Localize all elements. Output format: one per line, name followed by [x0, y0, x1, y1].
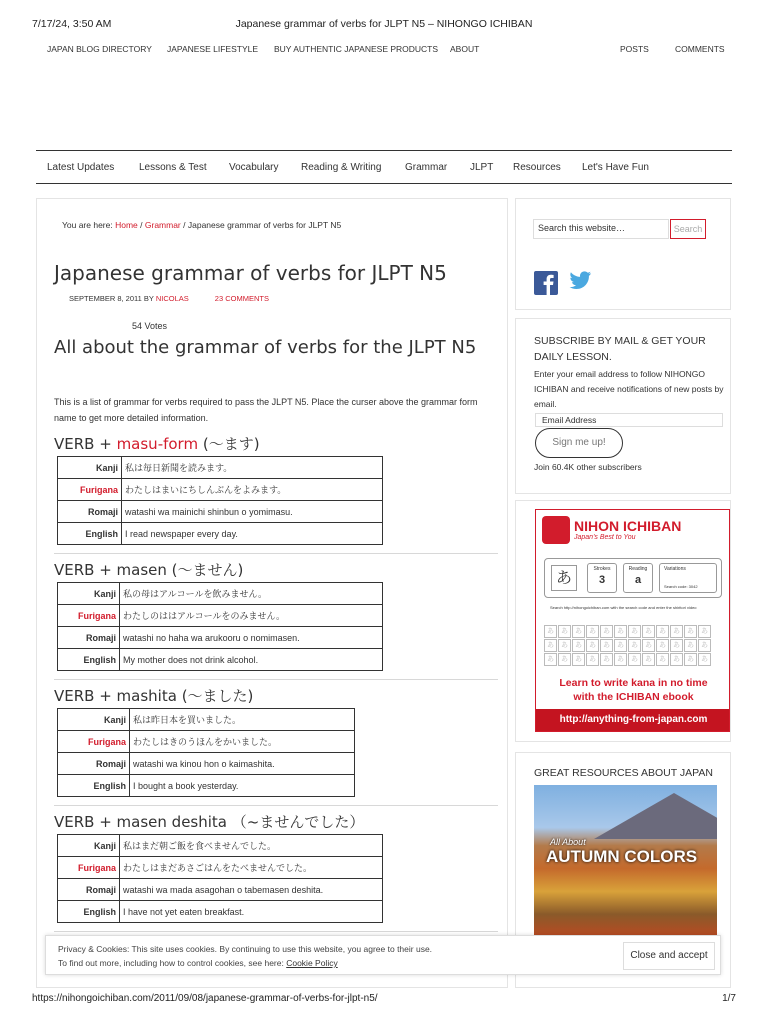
section-heading-text: VERB + — [54, 435, 117, 453]
cookie-line2: To find out more, including how to control cookies, see here: — [58, 958, 287, 968]
grid-kana: あ — [614, 625, 627, 638]
row-value: watashi wa mada asagohan o tabemasen deshita. — [120, 879, 383, 901]
row-label: Kanji — [58, 835, 120, 857]
row-value: watashi wa mainichi shinbun o yomimasu. — [122, 501, 383, 523]
breadcrumb — [62, 220, 341, 230]
autumn-banner-subtitle: All About — [550, 837, 586, 847]
row-value: 私の母はアルコールを飲みません。 — [120, 583, 383, 605]
kana-practice-grid — [544, 625, 722, 665]
breadcrumb-separator: / — [180, 220, 188, 230]
grammar-table-mashita — [57, 708, 355, 797]
ad-headline-line1: Learn to write kana in no time — [559, 677, 708, 689]
strokes-label: Strokes — [593, 566, 611, 572]
main-nav-grammar[interactable]: Grammar — [405, 162, 448, 173]
row-label: Kanji — [58, 457, 122, 479]
cookie-text — [58, 942, 432, 970]
grid-kana: あ — [684, 639, 697, 652]
grid-kana: あ — [698, 653, 711, 666]
search-button[interactable]: Search — [670, 219, 706, 239]
grid-kana: あ — [600, 639, 613, 652]
table-row — [58, 501, 383, 523]
main-nav-jlpt[interactable]: JLPT — [470, 162, 494, 173]
grammar-table-masen — [57, 582, 383, 671]
variations-label: Variations — [664, 566, 686, 572]
row-label: Furigana — [58, 731, 130, 753]
grammar-table-masu — [57, 456, 383, 545]
grid-kana: あ — [558, 639, 571, 652]
post-title: Japanese grammar of verbs for JLPT N5 — [54, 261, 447, 285]
nihon-ichiban-logo-icon — [542, 516, 570, 544]
row-value: I bought a book yesterday. — [130, 775, 355, 797]
row-label: English — [58, 901, 120, 923]
post-date: SEPTEMBER 8, 2011 — [69, 294, 142, 303]
cookie-policy-link[interactable]: Cookie Policy — [286, 958, 338, 968]
top-nav-japanese-lifestyle[interactable]: JAPANESE LIFESTYLE — [167, 44, 259, 54]
section-divider — [54, 805, 498, 806]
ad-fine-print: Search http://nihongoichiban.com with the search code and enter the shiritori video — [550, 605, 697, 610]
section-heading-masen: VERB + masen (～ません) — [54, 561, 244, 579]
breadcrumb-separator: / — [137, 220, 145, 230]
grid-kana: あ — [544, 653, 557, 666]
main-nav-latest-updates[interactable]: Latest Updates — [47, 162, 115, 173]
section-divider — [54, 679, 498, 680]
main-nav-reading-writing[interactable]: Reading & Writing — [301, 162, 382, 173]
grid-kana: あ — [586, 625, 599, 638]
grid-kana: あ — [642, 653, 655, 666]
post-meta — [69, 294, 269, 303]
grid-kana: あ — [600, 625, 613, 638]
top-nav-about[interactable]: ABOUT — [450, 44, 480, 54]
table-row — [58, 479, 383, 501]
row-value: 私はまだ朝ご飯を食べませんでした。 — [120, 835, 383, 857]
row-value: わたしはまだあさごはんをたべませんでした。 — [120, 857, 383, 879]
autumn-banner-title: AUTUMN COLORS — [546, 847, 698, 866]
mountain-shape — [594, 793, 717, 839]
table-row — [58, 627, 383, 649]
grid-kana: あ — [558, 625, 571, 638]
grid-kana: あ — [572, 653, 585, 666]
post-by: BY — [141, 294, 156, 303]
row-value: わたしはまいにちしんぶんをよみます。 — [122, 479, 383, 501]
row-value: I read newspaper every day. — [122, 523, 383, 545]
row-value: わたしのははアルコールをのみません。 — [120, 605, 383, 627]
table-row — [58, 753, 355, 775]
reading-cell — [623, 563, 653, 593]
main-nav-lets-have-fun[interactable]: Let's Have Fun — [582, 162, 649, 173]
section-heading-masen-deshita: VERB + masen deshita （~ませんでした） — [54, 813, 365, 831]
breadcrumb-home-link[interactable]: Home — [115, 220, 138, 230]
table-row — [58, 709, 355, 731]
row-value: I have not yet eaten breakfast. — [120, 901, 383, 923]
print-url: https://nihongoichiban.com/2011/09/08/japanese-grammar-of-verbs-for-jlpt-n5/ — [32, 993, 378, 1004]
votes-count: 54 Votes — [132, 321, 168, 331]
subscriber-count: Join 60.4K other subscribers — [534, 462, 642, 472]
breadcrumb-current: Japanese grammar of verbs for JLPT N5 — [187, 220, 342, 230]
grid-kana: あ — [656, 653, 669, 666]
variations-cell — [659, 563, 717, 593]
grid-kana: あ — [684, 625, 697, 638]
row-value: わたしはきのうほんをかいました。 — [130, 731, 355, 753]
table-row — [58, 775, 355, 797]
main-content — [36, 198, 508, 988]
grid-kana: あ — [642, 625, 655, 638]
section-heading-text: (～ます) — [198, 435, 260, 453]
top-nav-buy-products[interactable]: BUY AUTHENTIC JAPANESE PRODUCTS — [274, 44, 439, 54]
grid-kana: あ — [684, 653, 697, 666]
table-row — [58, 523, 383, 545]
row-label: Romaji — [58, 501, 122, 523]
search-code: Search code: 3042 — [664, 584, 698, 589]
row-value: 私は毎日新聞を読みます。 — [122, 457, 383, 479]
print-datetime: 7/17/24, 3:50 AM — [32, 18, 112, 30]
grid-kana: あ — [670, 653, 683, 666]
ad-brand-ichiban: ICHIBAN — [623, 518, 682, 534]
ad-url-link[interactable]: http://anything-from-japan.com — [536, 709, 730, 731]
subscribe-text: Enter your email address to follow NIHONGO ICHIBAN and receive notifications of new posts by email. — [534, 369, 724, 409]
section-divider — [54, 931, 498, 932]
row-label: Furigana — [58, 857, 120, 879]
table-row — [58, 605, 383, 627]
post-intro: This is a list of grammar for verbs required to pass the JLPT N5. Place the curser above the grammar form name to get more detailed information. — [54, 397, 478, 423]
table-row — [58, 901, 383, 923]
sidebar-search-widget — [515, 198, 731, 310]
print-footer — [32, 993, 736, 1007]
autumn-colors-banner[interactable] — [534, 785, 717, 937]
top-nav-comments[interactable]: COMMENTS — [675, 44, 725, 54]
post-comments-link[interactable]: 23 COMMENTS — [214, 294, 269, 303]
main-nav-lessons-test[interactable]: Lessons & Test — [139, 162, 207, 173]
table-row — [58, 583, 383, 605]
grid-kana: あ — [670, 625, 683, 638]
grid-kana: あ — [586, 653, 599, 666]
table-row — [58, 879, 383, 901]
row-value: watashi wa kinou hon o kaimashita. — [130, 753, 355, 775]
grid-kana: あ — [670, 639, 683, 652]
grid-kana: あ — [614, 653, 627, 666]
email-field[interactable]: Email Address — [535, 413, 723, 427]
row-label: English — [58, 649, 120, 671]
breadcrumb-grammar-link[interactable]: Grammar — [144, 220, 181, 230]
table-row — [58, 835, 383, 857]
cookie-line1: Privacy & Cookies: This site uses cookies. By continuing to use this website, you agree to their use. — [58, 944, 433, 954]
main-nav — [36, 150, 732, 184]
row-value: watashi no haha wa arukooru o nomimasen. — [120, 627, 383, 649]
section-divider — [54, 553, 498, 554]
grid-kana: あ — [558, 653, 571, 666]
reading-label: Reading — [628, 566, 648, 572]
row-label: Romaji — [58, 879, 120, 901]
twitter-icon[interactable] — [568, 269, 592, 293]
grid-kana: あ — [698, 625, 711, 638]
grid-kana: あ — [544, 639, 557, 652]
grammar-table-masen-deshita — [57, 834, 383, 923]
grid-kana: あ — [656, 625, 669, 638]
row-label: English — [58, 775, 130, 797]
kana-glyph: あ — [551, 565, 577, 591]
row-label: Furigana — [58, 479, 122, 501]
ad-brand-nihon: NIHON — [574, 518, 623, 534]
sign-me-up-button[interactable]: Sign me up! — [535, 428, 623, 458]
resources-title: GREAT RESOURCES ABOUT JAPAN — [534, 767, 713, 779]
row-label: Kanji — [58, 709, 130, 731]
top-nav — [47, 44, 725, 56]
grid-kana: あ — [600, 653, 613, 666]
masu-form-link[interactable]: masu-form — [116, 435, 199, 453]
grid-kana: あ — [586, 639, 599, 652]
ichiban-ebook-ad[interactable] — [535, 509, 730, 732]
kana-card — [544, 558, 722, 598]
row-label: Romaji — [58, 753, 130, 775]
row-label: English — [58, 523, 122, 545]
main-nav-resources[interactable]: Resources — [513, 162, 561, 173]
print-header — [32, 18, 736, 32]
row-label: Kanji — [58, 583, 120, 605]
row-label: Romaji — [58, 627, 120, 649]
row-value: 私は昨日本を買いました。 — [130, 709, 355, 731]
table-row — [58, 731, 355, 753]
strokes-cell — [587, 563, 617, 593]
top-nav-japan-blog-directory[interactable]: JAPAN BLOG DIRECTORY — [47, 44, 152, 54]
grid-kana: あ — [698, 639, 711, 652]
print-page-count: 1/7 — [722, 993, 736, 1004]
ad-brand — [574, 518, 681, 534]
grid-kana: あ — [628, 639, 641, 652]
section-heading-masu-form — [54, 433, 260, 454]
strokes-value: 3 — [598, 574, 606, 586]
ad-headline-line2: with the ICHIBAN ebook — [573, 691, 694, 703]
cookie-banner — [45, 935, 721, 975]
grid-kana: あ — [628, 625, 641, 638]
grid-kana: あ — [614, 639, 627, 652]
sidebar-ad-widget — [515, 500, 731, 742]
reading-value: a — [634, 574, 642, 586]
table-row — [58, 649, 383, 671]
search-input[interactable]: Search this website… — [533, 219, 669, 239]
sidebar-subscribe-widget — [515, 318, 731, 494]
main-nav-vocabulary[interactable]: Vocabulary — [229, 162, 279, 173]
breadcrumb-prefix: You are here: — [62, 220, 116, 230]
table-row — [58, 857, 383, 879]
grid-kana: あ — [572, 639, 585, 652]
row-label: Furigana — [58, 605, 120, 627]
grid-kana: あ — [642, 639, 655, 652]
post-heading: All about the grammar of verbs for the JLPT N5 — [54, 337, 477, 358]
facebook-icon[interactable] — [534, 271, 558, 295]
grid-kana: あ — [656, 639, 669, 652]
top-nav-posts[interactable]: POSTS — [620, 44, 649, 54]
ad-headline — [536, 676, 730, 704]
grid-kana: あ — [628, 653, 641, 666]
row-value: My mother does not drink alcohol. — [120, 649, 383, 671]
grid-kana: あ — [544, 625, 557, 638]
grid-kana: あ — [572, 625, 585, 638]
print-page-title: Japanese grammar of verbs for JLPT N5 – NIHONGO ICHIBAN — [235, 18, 533, 30]
close-and-accept-button[interactable]: Close and accept — [623, 942, 715, 970]
table-row — [58, 457, 383, 479]
ad-tagline: Japan's Best to You — [574, 534, 636, 541]
post-author-link[interactable]: NICOLAS — [155, 294, 189, 303]
section-heading-mashita: VERB + mashita (～ました) — [54, 687, 254, 705]
subscribe-title: SUBSCRIBE BY MAIL & GET YOUR DAILY LESSON. — [534, 335, 706, 363]
